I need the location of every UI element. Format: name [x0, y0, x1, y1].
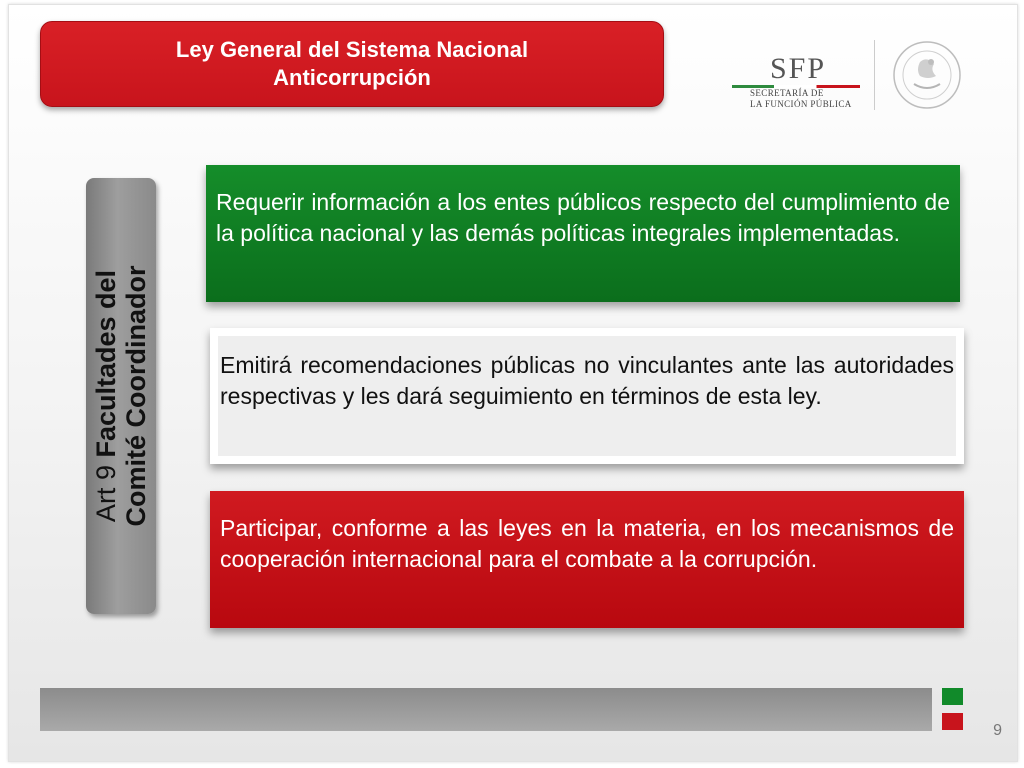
faculty-text-2: Emitirá recomendaciones públicas no vinculantes ante las autoridades respectivas y les dará seguimiento en términos de esta ley.: [218, 336, 956, 456]
page-number: 9: [993, 722, 1002, 739]
side-tab-line-1: Facultades del: [91, 269, 121, 458]
side-tab-label: [91, 266, 151, 527]
sfp-subtitle-line-1: SECRETARÍA DE: [750, 88, 824, 98]
title-line-2: Anticorrupción: [273, 65, 431, 90]
faculty-box-white: [210, 328, 964, 464]
faculty-text-1: Requerir información a los entes públicos respecto del cumplimiento de la política nacional y las demás políticas integrales implementadas.: [216, 189, 950, 246]
logo-divider: [874, 40, 875, 110]
side-tab-line-2: Comité Coordinador: [121, 265, 151, 527]
side-tab-prefix: Art 9: [91, 465, 121, 523]
footer-bar: [40, 688, 932, 731]
footer-green-square: [942, 688, 963, 705]
sfp-acronym: SFP: [770, 52, 827, 85]
footer-red-square: [942, 713, 963, 730]
sfp-subtitle-line-2: LA FUNCIÓN PÚBLICA: [750, 99, 852, 109]
sfp-subtitle: [750, 88, 852, 110]
faculty-text-3: Participar, conforme a las leyes en la materia, en los mecanismos de cooperación internacional para el combate a la corrupción.: [220, 515, 954, 572]
faculty-box-green: [206, 165, 960, 302]
title-line-1: Ley General del Sistema Nacional: [175, 37, 529, 62]
faculty-box-red: [210, 491, 964, 628]
national-seal-icon: [892, 40, 962, 110]
sfp-logo: [732, 40, 968, 112]
side-tab: [86, 178, 156, 614]
title-banner: [40, 21, 664, 107]
